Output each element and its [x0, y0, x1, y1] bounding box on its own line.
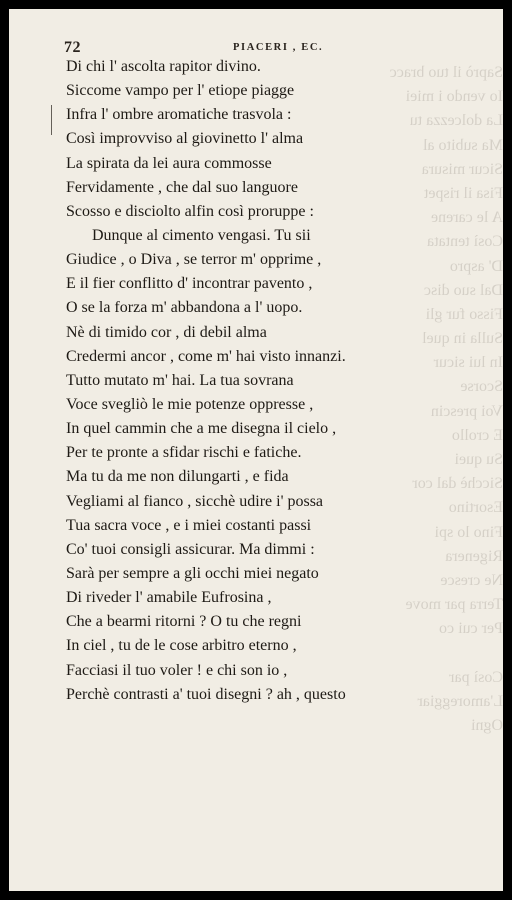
verse-line: Tutto mutato m' hai. La tua sovrana — [66, 371, 294, 389]
page-number: 72 — [64, 39, 81, 56]
verse-line: Infra l' ombre aromatiche trasvola : — [66, 106, 292, 124]
book-page — [9, 9, 503, 891]
verse-line: Credermi ancor , come m' hai visto innanzi. — [66, 347, 346, 365]
verse-line: Di chi l' ascolta rapitor divino. — [66, 58, 261, 75]
verse-line: Scosso e disciolto alfin così proruppe : — [66, 202, 314, 220]
page-header — [9, 37, 503, 57]
verse-line: Che a bearmi ritorni ? O tu che regni — [66, 613, 302, 631]
verse-line: Vegliami al fianco , sicchè udire i' possa — [66, 492, 324, 510]
verse-line: Fervidamente , che dal suo languore — [66, 178, 298, 196]
verse-line: Tua sacra voce , e i miei costanti passi — [66, 516, 312, 534]
verse-line: La spirata da lei aura commosse — [66, 154, 272, 172]
verse-line: Di riveder l' amabile Eufrosina , — [66, 589, 272, 607]
verse-line: In quel cammin che a me disegna il cielo , — [66, 420, 337, 438]
verse-line: Dunque al cimento vengasi. Tu sii — [92, 226, 311, 244]
verse-line: E il fier conflitto d' incontrar pavento , — [66, 275, 313, 293]
verse-line: Per te pronte a sfidar rischi e fatiche. — [66, 444, 302, 462]
show-through-text: Saprò il tuo bracc Io vendo i miei La dolcezza tu Ma subito al Sicur misura Fisa il rispet A le carene Così tentata D' aspro Dal suo disc Fisso fur gli Sulla in quel In lui sicur Scorse Voi prescin E crollo Su quei Sicchè dal cor Esortino Fino lo spi Rigenera Ne cresce Terra par move Per cui co Così par L'amoreggiar Ogni — [389, 64, 503, 735]
verse-line: Sarà per sempre a gli occhi miei negato — [66, 564, 319, 582]
verse-line: Così improvviso al giovinetto l' alma — [66, 130, 304, 148]
verse-line: Perchè contrasti a' tuoi disegni ? ah , questo — [66, 685, 346, 703]
verse-line: Ma tu da me non dilungarti , e fida — [66, 468, 289, 486]
verse-line: Facciasi il tuo voler ! e chi son io , — [66, 661, 288, 679]
verse-line: Co' tuoi consigli assicurar. Ma dimmi : — [66, 540, 315, 558]
verse-body — [66, 55, 461, 707]
verse-line: Siccome vampo per l' etiope piagge — [66, 82, 295, 100]
margin-mark — [51, 105, 52, 135]
verse-line: Giudice , o Diva , se terror m' opprime , — [66, 251, 322, 269]
verse-line: Nè di timido cor , di debil alma — [66, 323, 267, 341]
verse-line: In ciel , tu de le cose arbitro eterno , — [66, 637, 297, 655]
verse-line: Voce svegliò le mie potenze oppresse , — [66, 395, 314, 413]
running-head: PIACERI , EC. — [233, 42, 324, 53]
verse-line: O se la forza m' abbandona a l' uopo. — [66, 299, 303, 317]
